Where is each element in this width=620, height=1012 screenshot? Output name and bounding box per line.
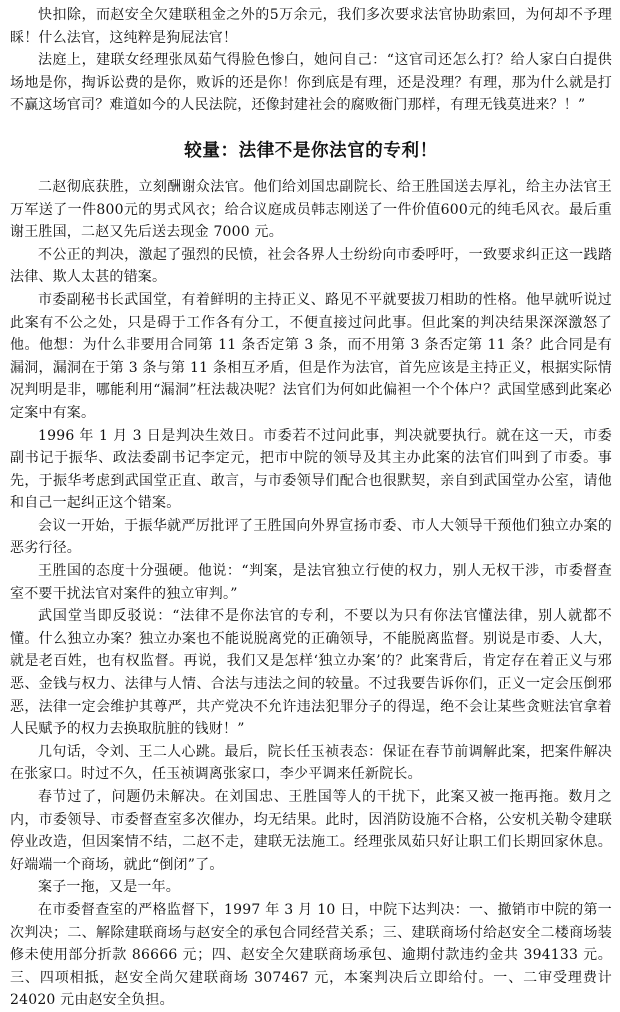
body-paragraph: 武国堂当即反驳说：“法律不是你法官的专利，不要以为只有你法官懂法律，别人就都不懂。什么独立办案？独立办案也不能说脱离党的正确领导，不能脱离监督。别说是市委、人大，就是老百姓，也有权监督。再说，我们又是怎样‘独立办案’的？此案背后，肯定存在着正义与邪恶、金钱与权力、法律与人情、合法与违法之间的较量。不过我要告诉你们，正义一定会压倒邪恶，法律一定会维护其尊严，共产党决不允许违法犯罪分子的得逞，绝不会让某些贪赃法官拿着人民赋予的权力去换取肮脏的钱财！” <box>10 608 612 738</box>
body-paragraph: 二赵彻底获胜，立刻酬谢众法官。他们给刘国忠副院长、给王胜国送去厚礼，给主办法官王万军送了一件800元的男式风衣；给合议庭成员韩志刚送了一件价值600元的纯毛风衣。最后重谢王胜国，二赵又先后送去现金 7000 元。 <box>10 178 612 241</box>
body-paragraph: 市委副秘书长武国堂，有着鲜明的主持正义、路见不平就要拔刀相助的性格。他早就听说过此案有不公之处，只是碍于工作各有分工，不便直接过问此事。但此案的判决结果深深激怒了他。他想：为什么非要用合同第 11 条否定第 3 条，而不用第 3 条否定第 11 条？此合同是有漏洞，漏洞在于第 3 条与第 11 条相互矛盾，但是作为法官，首先应该是主持正义，根据实际情况判明是非，哪能利用“漏洞”枉法裁决呢？法官们为何如此偏袒一个个体户？武国堂感到此案必定案中有案。 <box>10 291 612 421</box>
body-paragraph: 春节过了，问题仍未解决。在刘国忠、王胜国等人的干扰下，此案又被一拖再拖。数月之内，市委领导、市委督查室多次催办，均无结果。此时，因消防设施不合格，公安机关勒令建联停业改造，但因案情不结，二赵不走，建联无法施工。经理张凤茹只好让职工们长期回家休息。好端端一个商场，就此“倒闭”了。 <box>10 789 612 873</box>
section-heading: 较量：法律不是你法官的专利！ <box>184 140 438 161</box>
body-paragraph: 1996 年 1 月 3 日是判决生效日。市委若不过问此事，判决就要执行。就在这一天，市委副书记于振华、政法委副书记李定元，把市中院的领导及其主办此案的法官们叫到了市委。事先，于振华考虑到武国堂正直、敢言，与市委领导们配合也很默契，亲自到武国堂办公室，请他和自己一起纠正这个错案。 <box>10 427 612 512</box>
intro-paragraph: 法庭上，建联女经理张凤茹气得脸色惨白，她问自己：“这官司还怎么打？给人家白白提供场地是你，掏诉讼费的是你，败诉的还是你！你到底是有理，还是没理？有理，那为什么就是打不赢这场官司？难道如今的人民法院，还像封建社会的腐败衙门那样，有理无钱莫进来？！” <box>10 52 612 114</box>
body-paragraph: 案子一拖，又是一年。 <box>38 879 180 896</box>
body-paragraph: 不公正的判决，激起了强烈的民愤，社会各界人士纷纷向市委呼吁，一致要求纠正这一践踏法律、欺人太甚的错案。 <box>10 246 612 286</box>
body-paragraph: 在市委督查室的严格监督下，1997 年 3 月 10 日，中院下达判决：一、撤销市中院的第一次判决；二、解除建联商场与赵安全的承包合同经营关系；三、建联商场付给赵安全二楼商场装修未使用部分折款 86666 元；四、赵安全欠建联商场承包、逾期付款违约金共 394133 元。三、四项相抵，赵安全尚欠建联商场 307467 元，本案判决后立即给付。一、二审受理费计 24020 元由赵安全负担。 <box>10 901 612 1009</box>
body-paragraph: 几句话，令刘、王二人心跳。最后，院长任玉祯表态：保证在春节前调解此案，把案件解决在张家口。时过不久，任玉祯调离张家口，李少平调来任新院长。 <box>10 743 612 783</box>
body-paragraph: 会议一开始，于振华就严厉批评了王胜国向外界宣扬市委、市人大领导干预他们独立办案的恶劣行径。 <box>10 517 612 557</box>
body-paragraph: 王胜国的态度十分强硬。他说：“判案，是法官独立行使的权力，别人无权干涉，市委督查室不要干扰法官对案件的独立审判。” <box>10 563 612 602</box>
intro-paragraph: 快扣除，而赵安全欠建联租金之外的5万余元，我们多次要求法官协助索回，为何却不予理睬！什么法官，这纯粹是狗屁法官！ <box>10 7 612 46</box>
